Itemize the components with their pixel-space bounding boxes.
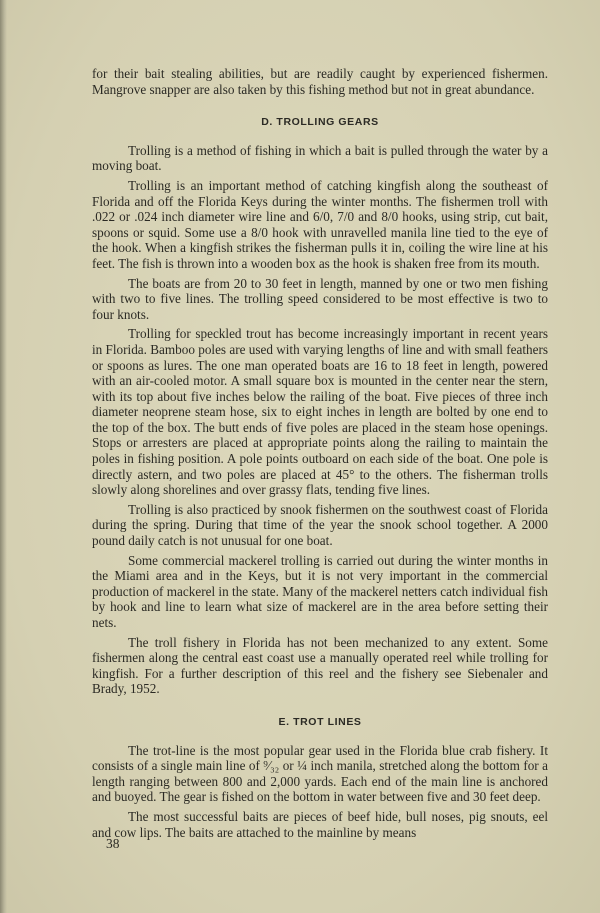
paragraph: The most successful baits are pieces of beef hide, bull noses, pig snouts, eel and cow lips. The baits are attached to the mainline by means xyxy=(92,808,548,840)
paragraph: Trolling for speckled trout has become increasingly important in recent years in Florida. Bamboo poles are used with varying lengths of line and with small feathers or spoons as lures. The one man operated boats are 16 to 18 feet in length, powered with an air-cooled motor. A small square box is mounted in the center near the stern, with its top about five inches below the railing of the boat. Five pieces of three inch diameter neoprene steam hose, six to eight inches in length are bolted by one end to the top of the box. The butt ends of five poles are placed in the steam hose openings. Stops or arresters are placed at appropriate points along the railing to maintain the poles in fishing position. A pole points outboard on each side of the boat. One pole is directly astern, and two poles are placed at 45° to the others. The fisherman trolls slowly along shorelines and over grassy flats, tending five lines. xyxy=(92,326,548,498)
paragraph: Trolling is a method of fishing in which a bait is pulled through the water by a moving boat. xyxy=(92,142,548,174)
paragraph: The trot-line is the most popular gear used in the Florida blue crab fishery. It consists of a single main line of ⁹⁄₃₂ or ¼ inch manila, stretched along the bottom for a length ranging between 800 and 2,000 yards. Each end of the main line is anchored and buoyed. The gear is fished on the bottom in water between five and 30 feet deep. xyxy=(92,742,548,805)
binding-edge xyxy=(0,0,7,913)
page-number: 38 xyxy=(106,836,120,851)
page-body xyxy=(92,66,548,840)
paragraph: Trolling is also practiced by snook fishermen on the southwest coast of Florida during the spring. During that time of the year the snook school together. A 2000 pound daily catch is not unusual for one boat. xyxy=(92,501,548,549)
paragraph: The troll fishery in Florida has not been mechanized to any extent. Some fishermen along the central east coast use a manually operated reel while trolling for kingfish. For a further description of this reel and the fishery see Siebenaler and Brady, 1952. xyxy=(92,634,548,697)
paragraph: Some commercial mackerel trolling is carried out during the winter months in the Miami area and in the Keys, but it is not very important in the commercial production of mackerel in the state. Many of the mackerel netters catch individual fish by hook and line to learn what size of mackerel are in the area before setting their nets. xyxy=(92,552,548,630)
paragraph: Trolling is an important method of catching kingfish along the southeast of Florida and off the Florida Keys during the winter months. The fishermen troll with .022 or .024 inch diameter wire line and 6/0, 7/0 and 8/0 hooks, using strip, cut bait, spoons or squid. Some use a 8/0 hook with unravelled manila line tied to the eye of the hook. When a kingfish strikes the fisherman pulls it in, coiling the wire line at his feet. The fish is thrown into a wooden box as the hook is shaken free from its mouth. xyxy=(92,177,548,271)
intro-paragraph: for their bait stealing abilities, but are readily caught by experienced fishermen. Mangrove snapper are also taken by this fishing method but not in great abundance. xyxy=(92,66,548,97)
section-heading-trolling-gears: D. TROLLING GEARS xyxy=(261,116,379,129)
section-heading-trot-lines: E. TROT LINES xyxy=(278,715,362,728)
paragraph: The boats are from 20 to 30 feet in length, manned by one or two men fishing with two to five lines. The trolling speed considered to be most effective is two to four knots. xyxy=(92,275,548,322)
